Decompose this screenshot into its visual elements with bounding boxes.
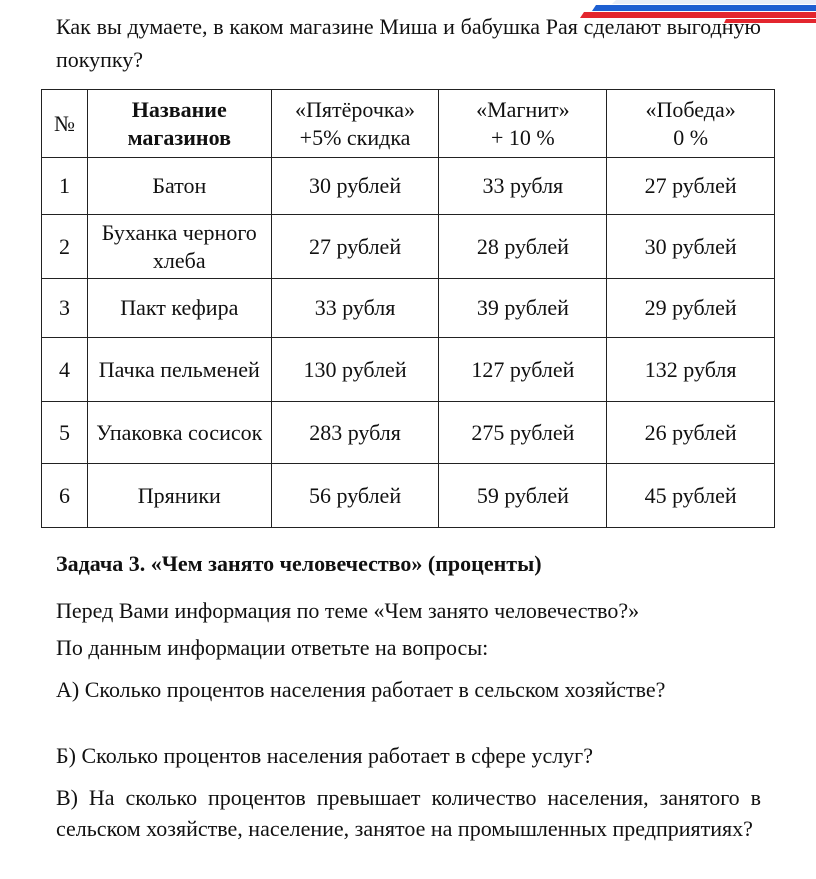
table-row [42,338,775,402]
shop-discount: +5% скидка [299,124,411,150]
header-shop-magnit [439,90,607,158]
price-magnit: 59 рублей [439,464,607,528]
header-shop-pobeda [607,90,775,158]
price-pobeda: 29 рублей [607,279,775,338]
item-name: Батон [87,158,271,215]
item-name: Пряники [87,464,271,528]
shop-discount: 0 % [673,124,709,150]
price-pyaterochka: 130 рублей [271,338,439,402]
question-c: В) На сколько процентов превышает количество населения, занятого в сельском хозяйстве, население, занятое на промышленных предприятиях? [56,785,761,841]
price-pyaterochka: 283 рубля [271,402,439,464]
shop-name: «Победа» [645,96,736,122]
table-row [42,158,775,215]
row-number: 3 [42,279,88,338]
table-row [42,464,775,528]
item-name: Пачка пельменей [87,338,271,402]
question-a: А) Сколько процентов населения работает в сельском хозяйстве? [56,677,666,702]
price-pobeda: 27 рублей [607,158,775,215]
table-row [42,402,775,464]
price-magnit: 39 рублей [439,279,607,338]
price-magnit: 275 рублей [439,402,607,464]
price-pobeda: 45 рублей [607,464,775,528]
shop-price-table [41,89,775,528]
price-pobeda: 26 рублей [607,402,775,464]
price-pyaterochka: 27 рублей [271,215,439,279]
price-magnit: 33 рубля [439,158,607,215]
table-header-row [42,90,775,158]
shop-name: «Магнит» [476,96,570,122]
item-name: Упаковка сосисок [87,402,271,464]
price-pyaterochka: 56 рублей [271,464,439,528]
price-pyaterochka: 33 рубля [271,279,439,338]
price-pobeda: 132 рубля [607,338,775,402]
shop-discount: + 10 % [490,124,555,150]
price-pyaterochka: 30 рублей [271,158,439,215]
price-magnit: 127 рублей [439,338,607,402]
row-number: 6 [42,464,88,528]
intro-question: Как вы думаете, в каком магазине Миша и бабушка Рая сделают выгодную покупку? [56,14,761,72]
table-row [42,215,775,279]
question-b: Б) Сколько процентов населения работает в сфере услуг? [56,743,593,768]
shop-name: «Пятёрочка» [295,96,416,122]
item-name: Пакт кефира [87,279,271,338]
price-pobeda: 30 рублей [607,215,775,279]
row-number: 4 [42,338,88,402]
item-name: Буханка черного хлеба [87,215,271,279]
row-number: 2 [42,215,88,279]
header-shop-names: Название магазинов [87,90,271,158]
table-row [42,279,775,338]
row-number: 5 [42,402,88,464]
price-magnit: 28 рублей [439,215,607,279]
task-3-intro: Перед Вами информация по теме «Чем занято человечество?» [56,598,640,623]
task-3-instruction: По данным информации ответьте на вопросы: [56,635,489,660]
row-number: 1 [42,158,88,215]
header-shop-pyaterochka [271,90,439,158]
header-number: № [42,90,88,158]
task-3-title: Задача 3. «Чем занято человечество» (проценты) [56,551,542,576]
